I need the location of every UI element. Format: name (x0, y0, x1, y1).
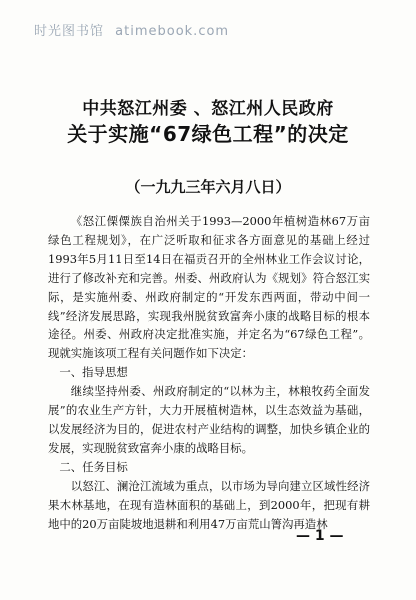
document-body (48, 212, 370, 533)
document-title-issuer: 中共怒江州委 、怒江州人民政府 (82, 99, 334, 119)
intro-paragraph: 《怒江傈僳族自治州关于1993—2000年植树造林67万亩绿色工程规划》，在广泛听取和征求各方面意见的基础上经过1993年5月11日至14日在福贡召开的全州林业工作会议讨论，进行了修改补充和完善。州委、州政府认为《规划》符合怒江实际，是实施州委、州政府制定的“开发东西两面，带动中间一线”经济发展思路，实现我州脱贫致富奔小康的战略目标的根本途径。州委、州政府决定批准实施，并定名为“67绿色工程”。现就实施该项工程有关问题作如下决定： (48, 214, 370, 361)
document-title: 关于实施“67绿色工程”的决定 (67, 122, 349, 146)
watermark-site-name: 时光图书馆 (34, 24, 105, 39)
document-date: （一九九三年六月八日） (125, 178, 291, 196)
section-heading-objectives: 二、任务目标 (59, 459, 128, 474)
section-paragraph-guiding-principle: 继续坚持州委、州政府制定的“以林为主，林粮牧药全面发展”的农业生产方针，大力开展植树造林，以生态效益为基础，以发展经济为目的，促进农村产业结构的调整，加快乡镇企业的发展，实现脱贫致富奔小康的战略目标。 (48, 384, 370, 455)
watermark-site-url: atimebook.com (115, 24, 230, 39)
section-paragraph-objectives: 以怒江、澜沧江流域为重点，以市场为导向建立区域性经济果木林基地，在现有造林面积的基础上，到2000年，把现有耕地中的20万亩陡坡地退耕和利用47万亩荒山箐沟再造林 (48, 478, 370, 531)
site-watermark (34, 20, 229, 39)
page-number: — 1 — (296, 528, 344, 544)
section-heading-guiding-principle: 一、指导思想 (59, 365, 128, 380)
